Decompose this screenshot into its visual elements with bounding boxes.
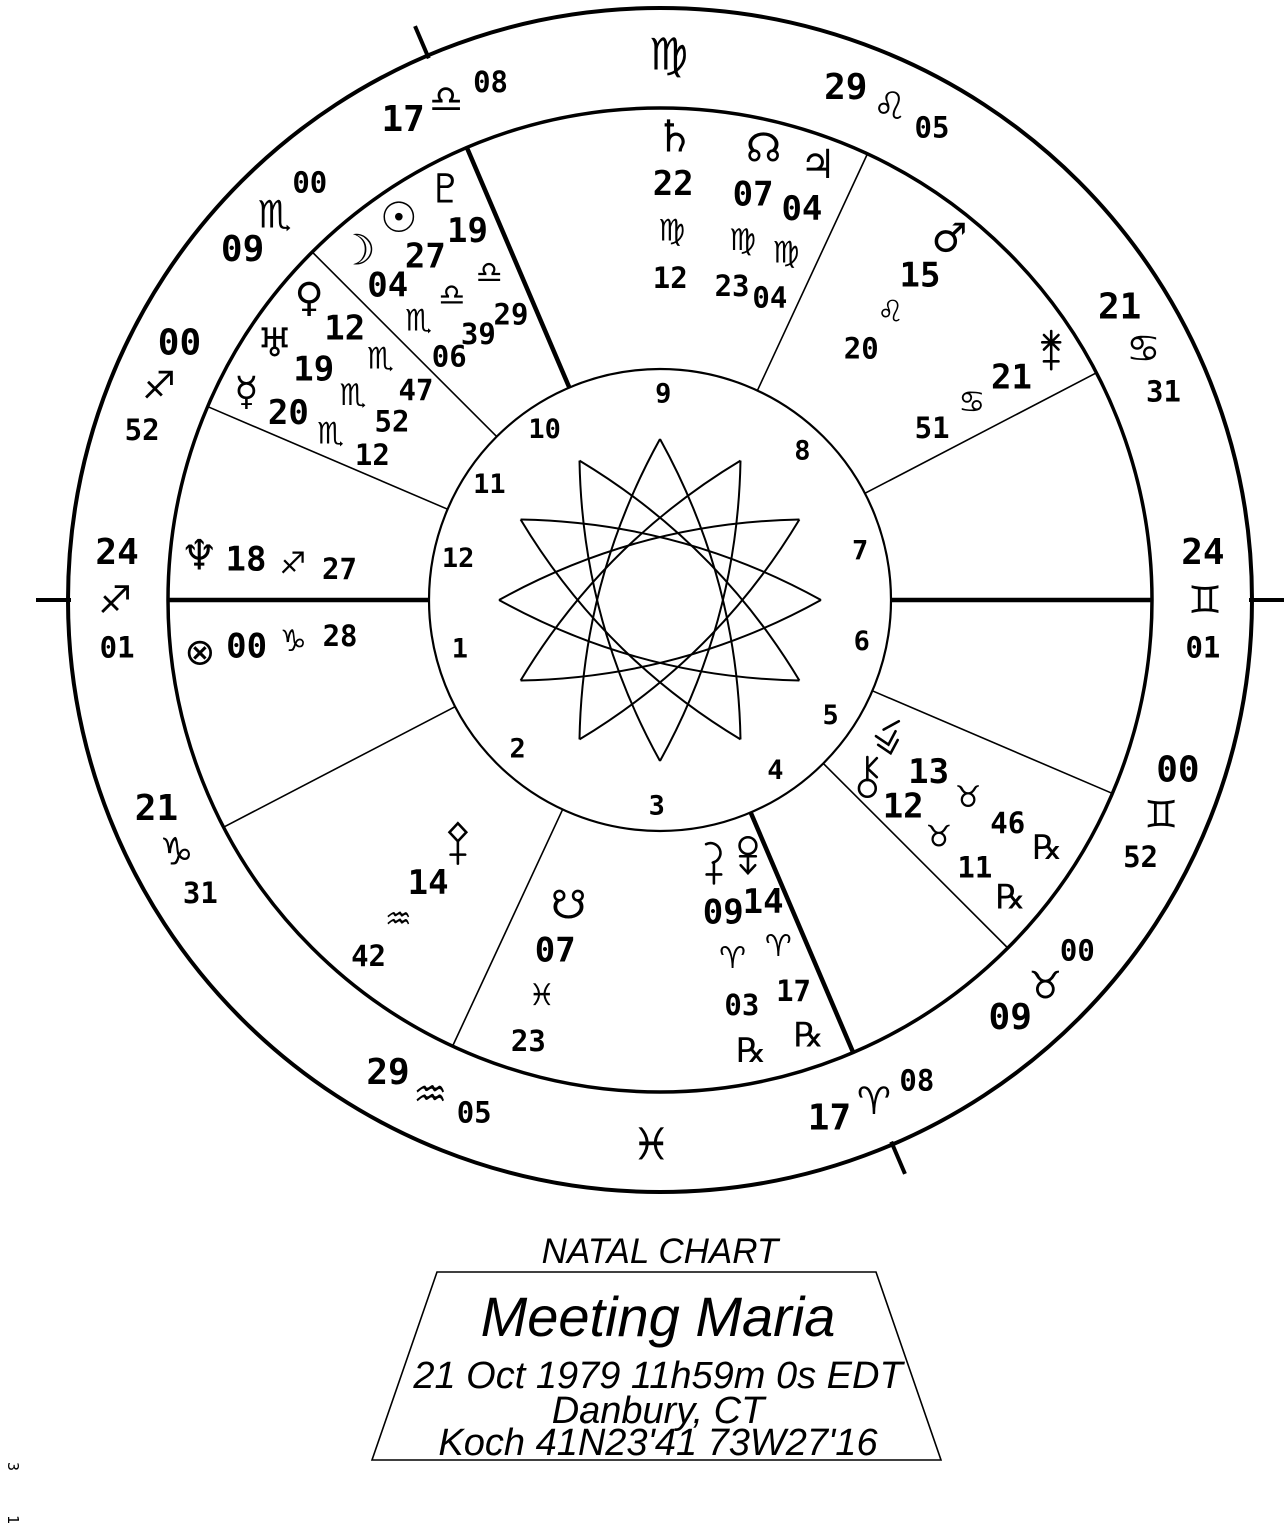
cusp-degree: 21 [1097, 286, 1142, 328]
chart-type-label: NATAL CHART [541, 1232, 779, 1271]
eris-icon-part [740, 837, 757, 854]
planet-minute: 23 [510, 1023, 546, 1058]
center-star-arc [521, 600, 821, 681]
venus-icon: ♀ [294, 274, 324, 321]
title-block [372, 1232, 941, 1464]
planet-minute: 27 [322, 551, 357, 586]
pallas-icon-part [449, 823, 466, 841]
planet-degree: 19 [293, 349, 335, 390]
virgo-icon: ♍ [729, 222, 757, 258]
center-star-arc [521, 520, 821, 601]
cusp-degree: 17 [381, 98, 425, 140]
chiron-icon [859, 757, 877, 797]
aquarius-icon: ♒ [413, 1072, 448, 1117]
house-number-5: 5 [822, 699, 839, 731]
aries-icon: ♈ [719, 941, 747, 977]
cusp-degree: 00 [157, 322, 202, 364]
axis-tick-house-4 [891, 1142, 905, 1174]
margin-marks [4, 1462, 22, 1524]
planet-degree: 22 [652, 164, 694, 205]
cusp-label-house-12 [125, 322, 201, 447]
planet-minute: 52 [374, 404, 410, 439]
aquarius-icon: ♒ [384, 902, 412, 938]
planet-minute: 28 [322, 619, 358, 654]
planet-minute: 47 [398, 372, 434, 407]
cusp-degree: 21 [134, 788, 179, 830]
planet-degree: 21 [991, 357, 1032, 398]
inner-aspect-circle [429, 369, 891, 831]
center-star [499, 439, 821, 761]
aries-icon: ♈ [764, 928, 792, 964]
house-cusp-line-2 [224, 707, 456, 828]
planet-degree: 27 [404, 236, 446, 277]
house-number-3: 3 [648, 790, 665, 822]
south-node-icon: ☋ [550, 882, 587, 929]
virgo-icon: ♍ [658, 213, 686, 249]
house-number-10: 10 [528, 413, 561, 445]
house-number-12: 12 [441, 543, 475, 575]
taurus-icon: ♉ [925, 819, 953, 855]
house-number-8: 8 [794, 435, 811, 467]
planet-minute: 17 [776, 973, 812, 1008]
mercury-icon: ☿ [234, 368, 259, 415]
scorpio-icon: ♏ [339, 378, 367, 414]
planet-degree: 14 [742, 881, 784, 922]
center-star-arc [660, 439, 741, 739]
cusp-label-house-1 [95, 532, 138, 664]
margin-mark: 1 [4, 1515, 22, 1525]
ceres-icon [706, 843, 721, 883]
planet-minute: 39 [460, 317, 496, 352]
uranus-icon: ♅ [256, 320, 293, 367]
cusp-label-house-3 [366, 1052, 491, 1130]
planet-minute: 03 [724, 987, 760, 1022]
cusp-minute: 05 [456, 1095, 492, 1130]
cancer-icon: ♋ [958, 385, 986, 421]
eris-icon [740, 837, 757, 873]
sagittarius-icon: ♐ [141, 363, 176, 408]
cusp-degree: 00 [1156, 749, 1200, 791]
taurus-icon: ♉ [954, 779, 982, 815]
planet-degree: 15 [899, 255, 941, 296]
cusp-degree: 09 [220, 229, 265, 271]
cusp-minute: 01 [99, 630, 135, 665]
cusp-label-house-2 [135, 788, 218, 910]
retrograde-icon: ℞ [793, 1015, 824, 1056]
cusp-minute: 05 [914, 110, 950, 145]
cusp-minute: 00 [1059, 933, 1095, 968]
planet-minute: 51 [914, 410, 950, 445]
libra-icon: ♎ [428, 76, 464, 121]
center-star-arc [499, 520, 799, 601]
planet-degree: 20 [267, 392, 309, 433]
planet-juno [915, 331, 1061, 445]
planet-degree: 13 [908, 752, 950, 793]
planet-degree: 09 [702, 892, 744, 933]
house-number-4: 4 [767, 755, 784, 787]
planet-minute: 20 [843, 331, 879, 366]
pisces-icon: ♓ [631, 1119, 672, 1171]
planet-degree: 00 [226, 626, 268, 667]
gemini-icon: ♊ [1144, 792, 1179, 837]
virgo-icon: ♍ [772, 235, 800, 271]
sun-icon: ☉ [380, 193, 418, 243]
planet-eris [740, 837, 824, 1055]
juno-icon [1042, 331, 1060, 369]
cusp-degree: 29 [366, 1051, 410, 1093]
house-number-9: 9 [655, 378, 672, 410]
leo-icon: ♌ [872, 83, 907, 128]
planet-degree: 12 [882, 786, 924, 827]
scorpio-icon: ♏ [366, 341, 394, 377]
saturn-icon: ♄ [654, 111, 695, 163]
cusp-minute: 52 [1123, 840, 1158, 875]
planet-minute: 06 [431, 339, 467, 374]
house-number-11: 11 [473, 469, 506, 501]
planet-ceres [703, 843, 767, 1071]
planet-minute: 12 [652, 261, 688, 296]
planet-degree: 19 [447, 211, 488, 252]
cusp-minute: 31 [182, 875, 218, 910]
house-number-1: 1 [451, 633, 469, 665]
center-star-arc [660, 461, 741, 761]
scorpio-icon: ♏ [316, 416, 344, 452]
birth-location: Danbury, CT [551, 1390, 765, 1432]
cusp-minute: 01 [1185, 630, 1221, 665]
gemini-icon: ♊ [1187, 578, 1223, 622]
chiron-icon-part [859, 780, 876, 797]
part-of-fortune-icon: ⊗ [184, 630, 216, 674]
axis-tick-house-10 [415, 26, 429, 58]
planet-degree: 14 [407, 863, 449, 904]
moon-icon: ☽ [338, 225, 376, 275]
scorpio-icon: ♏ [257, 192, 292, 237]
wheel-graphics [36, 8, 1284, 1192]
chiron-icon-part [867, 768, 877, 777]
cusp-minute: 52 [124, 413, 160, 448]
cusp-minute: 08 [473, 65, 508, 100]
libra-icon: ♎ [475, 255, 503, 291]
retrograde-icon: ℞ [995, 877, 1026, 918]
aries-icon: ♈ [856, 1079, 892, 1124]
scorpio-icon: ♏ [405, 303, 432, 339]
retrograde-icon: ℞ [735, 1030, 767, 1071]
planet-pallas [351, 823, 466, 973]
planet-degree: 12 [324, 308, 366, 349]
cusp-degree: 17 [807, 1097, 852, 1139]
center-star-arc [499, 600, 799, 681]
cusp-label-house-8 [1098, 287, 1181, 409]
capricorn-icon: ♑ [279, 623, 307, 659]
planet-mars [844, 216, 968, 366]
house-number-6: 6 [853, 625, 870, 657]
sagittarius-icon: ♐ [97, 578, 133, 622]
center-star-arc [580, 461, 661, 761]
planet-degree: 07 [732, 174, 774, 215]
birth-datetime: 21 Oct 1979 11h59m 0s EDT [413, 1355, 903, 1397]
planet-minute: 12 [354, 438, 390, 473]
planet-degree: 04 [781, 188, 823, 229]
planet-saturn [653, 112, 695, 295]
margin-mark: 3 [4, 1462, 22, 1472]
house-number-2: 2 [509, 733, 526, 765]
cusp-minute: 08 [899, 1063, 935, 1098]
planet-degree: 18 [225, 539, 267, 580]
planet-minute: 23 [714, 269, 750, 304]
house-number-7: 7 [851, 535, 869, 567]
cusp-degree: 29 [824, 67, 868, 109]
cusp-label-house-4 [808, 1064, 935, 1139]
planet-south-node [511, 883, 587, 1058]
sagittarius-icon: ♐ [279, 546, 307, 582]
virgo-icon: ♍ [648, 29, 689, 81]
house-system-coordinates: Koch 41N23'41 73W27'16 [438, 1422, 878, 1464]
retrograde-icon: ℞ [1032, 828, 1063, 869]
cusp-label-house-10 [381, 65, 508, 140]
pisces-icon: ♓ [528, 978, 556, 1014]
cusp-degree: 09 [988, 997, 1032, 1039]
vesta-icon-part [883, 721, 900, 729]
cusp-label-house-7 [1181, 532, 1224, 664]
planet-part-of-fortune [184, 619, 357, 673]
planet-neptune [180, 531, 357, 586]
cusp-label-house-6 [1123, 749, 1199, 874]
cusp-label-house-9 [824, 67, 949, 145]
mars-icon: ♂ [931, 215, 968, 262]
jupiter-icon: ♃ [800, 141, 836, 188]
planet-degree: 04 [367, 265, 409, 306]
chiron-icon-part [867, 758, 877, 768]
pluto-icon: ♇ [427, 166, 464, 213]
cusp-minute: 00 [292, 165, 328, 200]
libra-icon: ♎ [438, 277, 466, 313]
leo-icon: ♌ [877, 294, 905, 330]
taurus-icon: ♉ [1028, 963, 1063, 1008]
planet-minute: 11 [957, 850, 993, 885]
cusp-degree: 24 [95, 532, 139, 574]
center-star-arc [580, 439, 661, 739]
person-name: Meeting Maria [480, 1285, 836, 1348]
planet-minute: 04 [752, 280, 788, 315]
neptune-icon: ♆ [180, 530, 219, 580]
planet-minute: 29 [493, 297, 529, 332]
cusp-degree: 24 [1181, 532, 1225, 574]
planet-degree: 07 [534, 930, 576, 971]
cancer-icon: ♋ [1126, 326, 1161, 371]
planet-minute: 42 [351, 938, 387, 973]
pallas-icon [449, 823, 466, 863]
cusp-minute: 31 [1146, 374, 1181, 409]
north-node-icon: ☊ [745, 125, 782, 172]
vesta-icon [874, 721, 906, 755]
ceres-icon-part [706, 843, 720, 862]
planet-north-node [715, 126, 782, 303]
planet-minute: 46 [990, 805, 1026, 840]
capricorn-icon: ♑ [159, 829, 194, 874]
